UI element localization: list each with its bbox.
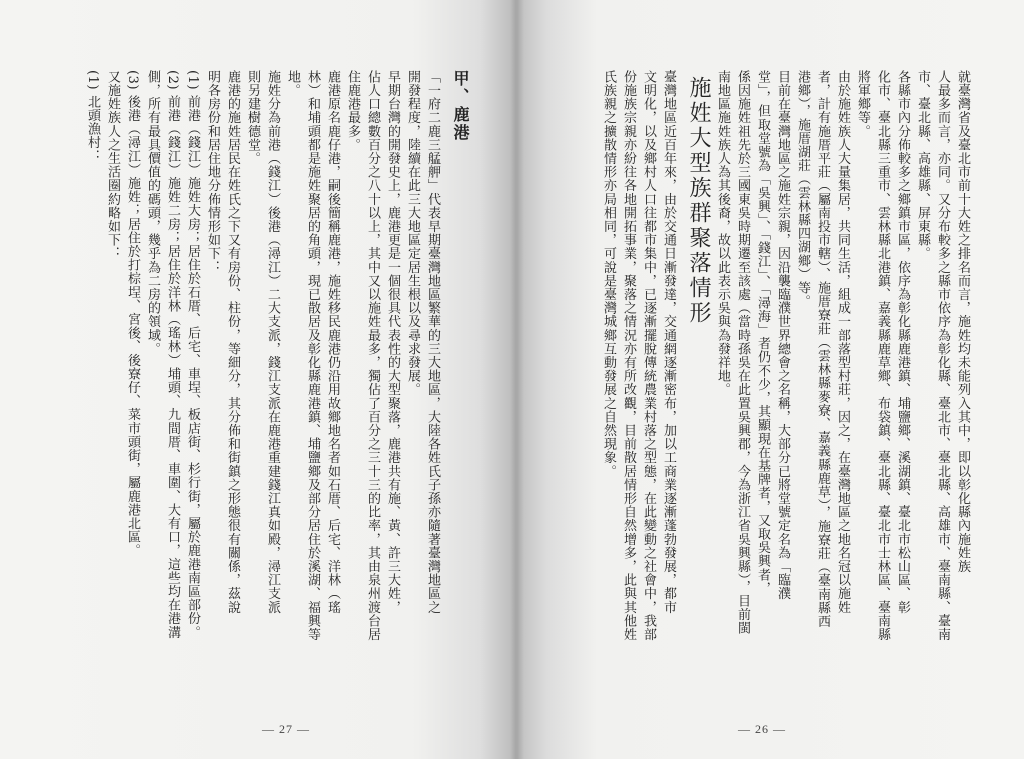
text-column: 開發程度，陸續在此三大地區定居生根以及尋求發展。 — [405, 70, 420, 397]
text-column: 「一府二鹿三艋舺」代表早期臺灣地區繁華的三大地區，大陸各姓氏子孫亦隨著臺灣地區之 — [425, 70, 440, 614]
text-column: 係因施姓祖先於三國東吳時期遷至該處（當時孫吳在此置吳興郡，今為浙江省吳興縣），目前閩 — [735, 70, 750, 635]
left-page-text — [82, 70, 470, 730]
page-number: — 26 — — [738, 722, 786, 736]
right-page — [516, 0, 1024, 759]
text-column: 地。 — [285, 70, 300, 98]
list-item: (1) 前港（錢江）施姓大房；居住於石厝、后宅、車埕、板店街、杉行街，屬於鹿港南區部份。 — [185, 70, 200, 639]
book-gutter — [510, 0, 524, 759]
text-column: 就臺灣省及臺北市前十大姓之排名而言，施姓均未能列入其中，即以彰化縣內施姓族 — [955, 70, 970, 574]
text-column: 又施姓族人之生活圈約略如下： — [105, 70, 120, 261]
text-column: 者，計有施厝平莊（屬南投市轄）、施厝寮莊（雲林縣麥寮、嘉義縣鹿草），施寮莊（臺南縣西 — [815, 70, 830, 629]
text-column: 各縣市內分佈較多之鄉鎮市區，依序為彰化縣鹿港鎮、埔鹽鄉、溪湖鎮、臺北市松山區、彰 — [895, 70, 910, 614]
text-column: 臺灣地區近百年來，由於交通日漸發達，交通網逐漸密布，加以工商業逐漸蓬勃發展，都市 — [661, 70, 676, 614]
text-column: 住鹿港最多。 — [345, 70, 360, 152]
text-column: 由於施姓族人大量集居，共同生活，組成一部落型村莊，因之，在臺灣地區之地名冠以施姓 — [835, 70, 850, 614]
text-column: 施姓分為前港（錢江）後港（潯江）二大支派，錢江支派在鹿港重建錢江真如殿，潯江支派 — [265, 70, 280, 614]
text-column: 將軍鄉等。 — [855, 70, 870, 138]
section-heading: 甲、鹿港 — [451, 70, 470, 142]
text-column: 化市、臺北縣三重市、雲林縣北港鎮、嘉義縣鹿草鄉、布袋鎮、臺北縣、臺北市士林區、臺南縣 — [875, 70, 890, 642]
text-column: 文明化，以及鄉村人口往都市集中，已逐漸擺脫傳統農業村落之型態，在此變動之社會中，我部 — [641, 70, 656, 642]
list-item: (3) 後港（潯江）施姓；居住於打棕埕、宮後、後寮仔、菜市頭街，屬鹿港北區。 — [125, 70, 140, 558]
text-column: 鹿港原名鹿仔港，嗣後簡稱鹿港，施姓移民鹿港仍沿用故鄉地名者如石厝、后宅、洋林（瑤 — [325, 70, 340, 614]
page-number: — 27 — — [262, 722, 310, 736]
text-column: 明各房份和居住地分佈情形如下： — [205, 70, 220, 274]
text-column: 則另建樹德堂。 — [245, 70, 260, 166]
text-column: 人最多而言，亦同。又分布較多之縣市依序為彰化縣、臺北市、臺北縣、高雄市、臺南縣、臺南 — [935, 70, 950, 642]
text-column: 鹿港的施姓居民在姓氏之下又有房份、柱份，等細分，其分佈和街鎮之形態很有關係，茲說 — [225, 70, 240, 614]
right-page-text — [598, 70, 972, 730]
text-column: 氏族親之擴散情形亦局相同，可說是臺灣城鄉互動發展之自然現象。 — [601, 70, 616, 478]
list-item: (1) 北頭漁村： — [85, 70, 100, 163]
text-column: 堂」，但取堂號為「吳興」、「錢江」、「潯海」者仍不少，其顯現在基牌者，又取吳興者， — [755, 70, 770, 596]
list-item: (2) 前港（錢江）施姓二房；居住於洋林（瑤林）埔頭、九間厝、車圍、大有口，這些均在港溝 — [165, 70, 180, 639]
text-column: 市、臺北縣、高雄縣、屏東縣。 — [915, 70, 930, 261]
text-column: 港鄉），施厝湖莊（雲林縣四湖鄉）等。 — [795, 70, 810, 309]
text-column: 早期台灣的開發史上，鹿港更是一個很具代表性的大型聚落，鹿港共有施、黃、許三大姓， — [385, 70, 400, 614]
section-title: 施姓大型族群聚落情形 — [686, 76, 711, 326]
text-column: 佔人口總數百分之八十以上，其中又以施姓最多，獨佔了百分之三十三的比率，其由泉州渡台居 — [365, 70, 380, 642]
text-column: 目前在臺灣地區之施姓宗親，因沿襲臨濮世界總會之名稱，大部分已將堂號定名為「臨濮 — [775, 70, 790, 601]
text-column: 南地區施姓族人為其後裔，故以此表示吳與為發祥地。 — [715, 70, 730, 397]
text-column: 份施族宗親亦紛往各地開拓事業，聚落之情況亦有所改觀，目前散居情形自然增多，此與其他姓 — [621, 70, 636, 642]
list-item: 側，所有最具價值的碼頭，幾乎為二房的領域。 — [145, 70, 160, 356]
text-column: 林）和埔頭都是施姓聚居的角頭，現已散居及彰化縣鹿港鎮、埔鹽鄉及部分居住於溪湖、福興等 — [305, 70, 320, 642]
